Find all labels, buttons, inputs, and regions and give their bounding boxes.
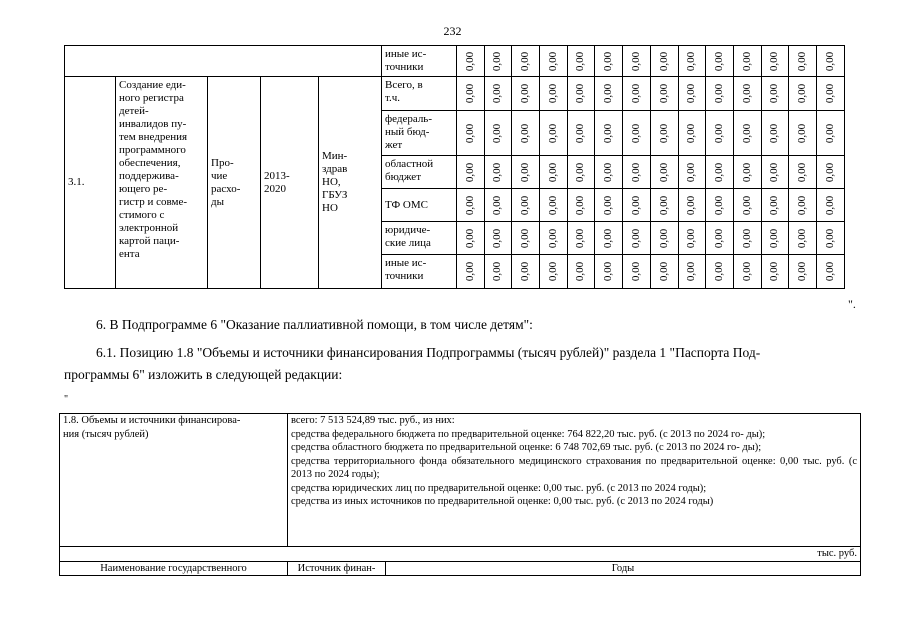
value-cell <box>706 111 734 156</box>
value-text: 0,00 <box>768 123 781 143</box>
value-text: 0,00 <box>602 123 615 143</box>
value-text: 0,00 <box>713 162 726 182</box>
value-cell <box>678 156 706 189</box>
value-cell <box>623 156 651 189</box>
value-cell <box>650 156 678 189</box>
value-text: 0,00 <box>796 51 809 71</box>
value-text: 0,00 <box>768 261 781 282</box>
value-cell <box>540 156 568 189</box>
value-cell <box>484 156 512 189</box>
value-text: 0,00 <box>657 261 670 282</box>
value-text: 0,00 <box>491 228 504 248</box>
value-cell <box>567 189 595 222</box>
value-cell <box>733 77 761 111</box>
value-text: 0,00 <box>740 228 753 248</box>
value-cell <box>733 255 761 289</box>
value-text: 0,00 <box>657 195 670 215</box>
value-cell <box>595 189 623 222</box>
value-cell <box>512 111 540 156</box>
value-cell <box>595 46 623 77</box>
value-cell <box>733 111 761 156</box>
passport-line-tfoms: средства территориального фонда обязательного медицинского страхования по предварительной оценке: 0,00 тыс. руб. (с 2013 по 2024 годы); <box>291 455 857 480</box>
value-text: 0,00 <box>768 195 781 215</box>
value-cell <box>706 255 734 289</box>
value-cell <box>540 46 568 77</box>
value-text: 0,00 <box>491 123 504 143</box>
value-cell <box>761 77 789 111</box>
value-text: 0,00 <box>574 83 587 104</box>
value-text: 0,00 <box>768 51 781 71</box>
value-cell <box>512 46 540 77</box>
value-cell <box>623 189 651 222</box>
value-text: 0,00 <box>685 51 698 71</box>
funding-table <box>64 45 845 289</box>
value-cell <box>650 255 678 289</box>
value-text: 0,00 <box>602 162 615 182</box>
value-text: 0,00 <box>796 83 809 104</box>
value-cell <box>567 77 595 111</box>
value-cell <box>567 46 595 77</box>
value-text: 0,00 <box>519 261 532 282</box>
value-cell <box>650 222 678 255</box>
value-cell <box>484 222 512 255</box>
value-text: 0,00 <box>823 195 836 215</box>
value-text: 0,00 <box>740 195 753 215</box>
value-cell <box>816 222 844 255</box>
paragraph-subprogram-6: 6. В Подпрограмме 6 "Оказание паллиативной помощи, в том числе детям": <box>96 317 533 332</box>
value-text: 0,00 <box>685 123 698 143</box>
item-number: 3.1. <box>65 77 116 289</box>
value-cell <box>816 46 844 77</box>
value-text: 0,00 <box>796 123 809 143</box>
value-text: 0,00 <box>713 83 726 104</box>
value-cell <box>595 156 623 189</box>
value-text: 0,00 <box>463 261 476 282</box>
value-cell <box>678 222 706 255</box>
value-text: 0,00 <box>629 195 642 215</box>
value-text: 0,00 <box>519 228 532 248</box>
value-cell <box>706 156 734 189</box>
value-text: 0,00 <box>823 123 836 143</box>
value-cell <box>595 111 623 156</box>
value-text: 0,00 <box>740 162 753 182</box>
value-cell <box>650 189 678 222</box>
value-text: 0,00 <box>463 51 476 71</box>
value-cell <box>457 156 485 189</box>
value-text: 0,00 <box>629 261 642 282</box>
value-cell <box>816 77 844 111</box>
value-text: 0,00 <box>713 261 726 282</box>
value-text: 0,00 <box>602 261 615 282</box>
value-text: 0,00 <box>629 228 642 248</box>
value-cell <box>484 255 512 289</box>
value-cell <box>567 156 595 189</box>
value-cell <box>540 255 568 289</box>
value-text: 0,00 <box>657 51 670 71</box>
value-cell <box>761 111 789 156</box>
value-text: 0,00 <box>463 195 476 215</box>
value-text: 0,00 <box>796 261 809 282</box>
value-cell <box>457 46 485 77</box>
passport-line-legal: средства юридических лиц по предварительной оценке: 0,00 тыс. руб. (с 2013 по 2024 годы); <box>291 482 707 494</box>
passport-label: 1.8. Объемы и источники финансирова- ния (тысяч рублей) <box>60 414 288 547</box>
value-cell <box>457 77 485 111</box>
value-text: 0,00 <box>685 228 698 248</box>
value-cell <box>484 77 512 111</box>
value-cell <box>733 222 761 255</box>
value-cell <box>457 189 485 222</box>
value-text: 0,00 <box>823 261 836 282</box>
value-cell <box>816 111 844 156</box>
header-source: Источник финан- <box>288 561 386 576</box>
value-cell <box>512 222 540 255</box>
value-text: 0,00 <box>519 51 532 71</box>
value-text: 0,00 <box>463 123 476 143</box>
value-cell <box>512 255 540 289</box>
value-text: 0,00 <box>546 162 559 182</box>
value-text: 0,00 <box>519 83 532 104</box>
value-text: 0,00 <box>463 228 476 248</box>
source-label: областной бюджет <box>382 156 457 189</box>
value-text: 0,00 <box>574 162 587 182</box>
value-cell <box>761 255 789 289</box>
value-text: 0,00 <box>796 228 809 248</box>
value-cell <box>789 255 817 289</box>
value-cell <box>761 46 789 77</box>
value-cell <box>706 77 734 111</box>
value-text: 0,00 <box>685 261 698 282</box>
value-cell <box>678 189 706 222</box>
value-text: 0,00 <box>574 261 587 282</box>
value-text: 0,00 <box>713 51 726 71</box>
value-text: 0,00 <box>713 228 726 248</box>
value-text: 0,00 <box>685 195 698 215</box>
value-text: 0,00 <box>491 83 504 104</box>
value-cell <box>733 46 761 77</box>
value-text: 0,00 <box>657 162 670 182</box>
item-name: Создание еди- ного регистра детей- инвалидов пу- тем внедрения программного обеспечения, поддержива- ющего ре- гистр и совме- стимого с электронной картой паци- ента <box>116 77 208 289</box>
passport-line-total: всего: 7 513 524,89 тыс. руб., из них: <box>291 415 455 426</box>
value-text: 0,00 <box>546 83 559 104</box>
value-cell <box>706 222 734 255</box>
page-number: 232 <box>443 24 462 38</box>
value-text: 0,00 <box>629 123 642 143</box>
value-text: 0,00 <box>463 162 476 182</box>
value-cell <box>650 46 678 77</box>
paragraph-item-6-1-cont: программы 6" изложить в следующей редакции: <box>64 367 343 382</box>
value-text: 0,00 <box>823 51 836 71</box>
source-label: иные ис- точники <box>382 46 457 77</box>
source-label: федераль- ный бюд- жет <box>382 111 457 156</box>
value-cell <box>457 222 485 255</box>
passport-line-regional: средства областного бюджета по предварительной оценке: 6 748 702,69 тыс. руб. (с 2013 по 2024 го- ды); <box>291 442 762 453</box>
value-cell <box>484 189 512 222</box>
value-text: 0,00 <box>491 162 504 182</box>
value-cell <box>457 111 485 156</box>
source-label: ТФ ОМС <box>382 189 457 222</box>
value-text: 0,00 <box>657 228 670 248</box>
value-cell <box>650 111 678 156</box>
value-cell <box>761 156 789 189</box>
value-cell <box>623 46 651 77</box>
value-text: 0,00 <box>546 261 559 282</box>
value-text: 0,00 <box>685 83 698 104</box>
value-cell <box>789 111 817 156</box>
value-text: 0,00 <box>546 123 559 143</box>
value-text: 0,00 <box>546 228 559 248</box>
value-cell <box>595 222 623 255</box>
executor: Мин- здрав НО, ГБУЗ НО <box>319 77 382 289</box>
value-cell <box>540 189 568 222</box>
value-text: 0,00 <box>463 83 476 104</box>
value-cell <box>540 77 568 111</box>
value-text: 0,00 <box>768 162 781 182</box>
value-text: 0,00 <box>602 195 615 215</box>
value-text: 0,00 <box>768 83 781 104</box>
value-cell <box>733 189 761 222</box>
value-cell <box>512 156 540 189</box>
header-years: Годы <box>386 561 861 576</box>
value-cell <box>761 222 789 255</box>
value-text: 0,00 <box>519 123 532 143</box>
value-text: 0,00 <box>629 162 642 182</box>
value-cell <box>512 77 540 111</box>
value-text: 0,00 <box>546 195 559 215</box>
value-text: 0,00 <box>796 162 809 182</box>
value-cell <box>540 111 568 156</box>
value-text: 0,00 <box>823 228 836 248</box>
value-cell <box>623 77 651 111</box>
value-text: 0,00 <box>574 51 587 71</box>
value-text: 0,00 <box>713 195 726 215</box>
source-label: Всего, в т.ч. <box>382 77 457 111</box>
value-text: 0,00 <box>629 51 642 71</box>
value-cell <box>789 156 817 189</box>
value-text: 0,00 <box>823 162 836 182</box>
blank-cell <box>65 46 382 77</box>
value-cell <box>623 255 651 289</box>
value-text: 0,00 <box>574 123 587 143</box>
value-cell <box>706 189 734 222</box>
value-cell <box>457 255 485 289</box>
value-text: 0,00 <box>602 51 615 71</box>
value-text: 0,00 <box>713 123 726 143</box>
value-text: 0,00 <box>491 51 504 71</box>
value-text: 0,00 <box>740 261 753 282</box>
closing-quote: ". <box>848 297 856 311</box>
value-cell <box>623 111 651 156</box>
header-program-name: Наименование государственного <box>60 561 288 576</box>
value-cell <box>678 46 706 77</box>
value-cell <box>484 46 512 77</box>
value-cell <box>567 255 595 289</box>
value-cell <box>789 77 817 111</box>
value-cell <box>816 156 844 189</box>
value-text: 0,00 <box>574 195 587 215</box>
value-cell <box>623 222 651 255</box>
value-cell <box>567 222 595 255</box>
value-cell <box>678 111 706 156</box>
value-text: 0,00 <box>574 228 587 248</box>
value-cell <box>595 77 623 111</box>
value-text: 0,00 <box>602 83 615 104</box>
value-cell <box>484 111 512 156</box>
value-cell <box>678 255 706 289</box>
value-cell <box>816 189 844 222</box>
value-text: 0,00 <box>740 123 753 143</box>
passport-line-federal: средства федерального бюджета по предварительной оценке: 764 822,20 тыс. руб. (с 2013 по 2024 го- ды); <box>291 428 766 440</box>
value-text: 0,00 <box>685 162 698 182</box>
value-text: 0,00 <box>491 261 504 282</box>
units-label: тыс. руб. <box>60 547 861 562</box>
expense-type: Про- чие расхо- ды <box>208 77 261 289</box>
value-text: 0,00 <box>629 83 642 104</box>
value-text: 0,00 <box>768 228 781 248</box>
value-cell <box>650 77 678 111</box>
value-cell <box>816 255 844 289</box>
value-text: 0,00 <box>657 123 670 143</box>
value-cell <box>512 189 540 222</box>
source-label: иные ис- точники <box>382 255 457 289</box>
value-cell <box>789 46 817 77</box>
value-cell <box>761 189 789 222</box>
passport-table <box>59 413 861 576</box>
value-text: 0,00 <box>796 195 809 215</box>
period: 2013- 2020 <box>261 77 319 289</box>
value-cell <box>706 46 734 77</box>
source-label: юридиче- ские лица <box>382 222 457 255</box>
opening-quote: " <box>64 394 69 405</box>
passport-values <box>288 414 861 547</box>
value-cell <box>595 255 623 289</box>
value-cell <box>540 222 568 255</box>
value-cell <box>733 156 761 189</box>
value-cell <box>789 222 817 255</box>
value-text: 0,00 <box>519 195 532 215</box>
value-text: 0,00 <box>546 51 559 71</box>
value-cell <box>678 77 706 111</box>
value-text: 0,00 <box>602 228 615 248</box>
value-text: 0,00 <box>740 51 753 71</box>
paragraph-item-6-1: 6.1. Позицию 1.8 "Объемы и источники финансирования Подпрограммы (тысяч рублей)" раздела 1 "Паспорта Под- <box>96 345 761 360</box>
value-text: 0,00 <box>740 83 753 104</box>
value-cell <box>789 189 817 222</box>
value-cell <box>567 111 595 156</box>
value-text: 0,00 <box>657 83 670 104</box>
passport-line-other: средства из иных источников по предварительной оценке: 0,00 тыс. руб. (с 2013 по 2024 годы) <box>291 496 714 507</box>
value-text: 0,00 <box>491 195 504 215</box>
value-text: 0,00 <box>519 162 532 182</box>
value-text: 0,00 <box>823 83 836 104</box>
